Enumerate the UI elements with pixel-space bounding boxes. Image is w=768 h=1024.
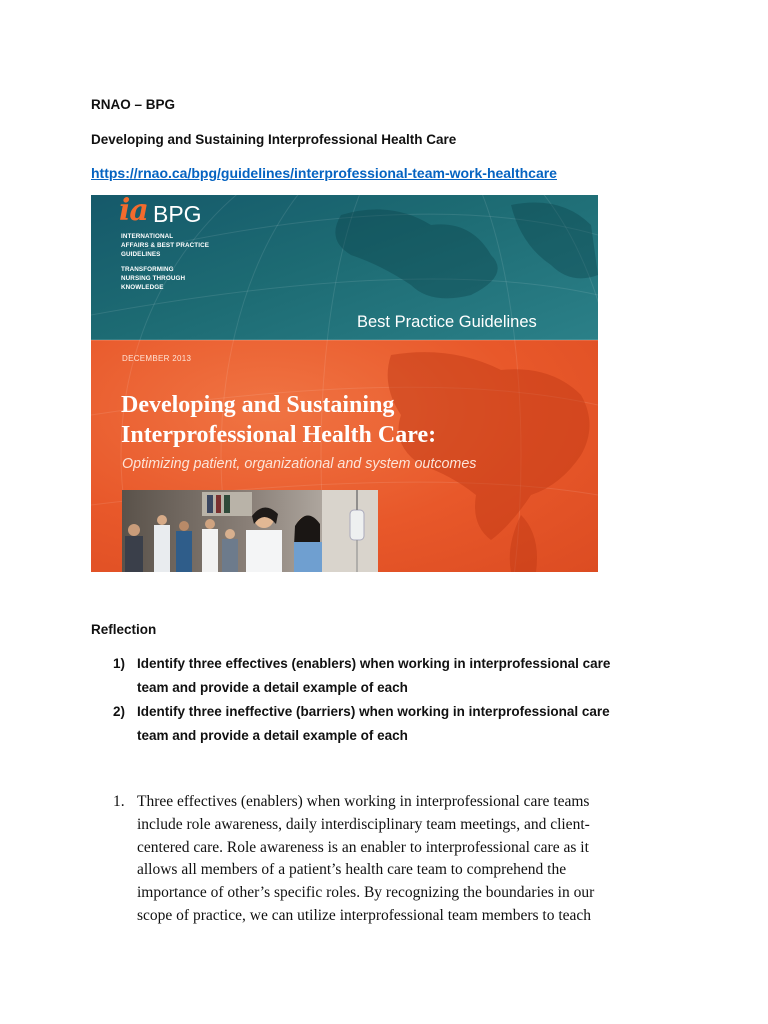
logo-org-line: AFFAIRS & BEST PRACTICE bbox=[121, 242, 210, 249]
document-title: Developing and Sustaining Interprofessional Health Care bbox=[91, 132, 457, 147]
list-marker: 1) bbox=[113, 656, 126, 671]
question-line: Identify three ineffective (barriers) when working in interprofessional care bbox=[137, 704, 610, 719]
answer-line: scope of practice, we can utilize interprofessional team members to teach bbox=[137, 907, 592, 924]
logo-tagline-line: TRANSFORMING bbox=[121, 266, 174, 273]
list-marker: 2) bbox=[113, 704, 126, 719]
cover-title-line: Developing and Sustaining bbox=[121, 392, 395, 418]
logo-org-line: GUIDELINES bbox=[121, 251, 161, 258]
reflection-heading: Reflection bbox=[91, 622, 157, 637]
logo-tagline-line: KNOWLEDGE bbox=[121, 284, 164, 291]
org-line: RNAO – BPG bbox=[91, 97, 176, 112]
cover-title-line: Interprofessional Health Care: bbox=[121, 422, 437, 448]
logo-org-line: INTERNATIONAL bbox=[121, 233, 174, 240]
logo-ia-mark: ia bbox=[119, 195, 148, 228]
logo-tagline-line: NURSING THROUGH bbox=[121, 275, 186, 282]
answer-line: Three effectives (enablers) when working in interprofessional care teams bbox=[137, 793, 590, 810]
answer-line: include role awareness, daily interdisciplinary team meetings, and client- bbox=[137, 815, 590, 833]
cover-series-label: Best Practice Guidelines bbox=[357, 313, 537, 331]
answer-line: centered care. Role awareness is an enabler to interprofessional care as it bbox=[137, 838, 589, 856]
logo-bpg-text: BPG bbox=[153, 201, 202, 227]
cover-date: DECEMBER 2013 bbox=[122, 354, 192, 363]
question-line: team and provide a detail example of each bbox=[137, 728, 408, 743]
cover-photo bbox=[122, 490, 378, 572]
answer-line: importance of other’s specific roles. By recognizing the boundaries in our bbox=[137, 884, 595, 902]
question-line: Identify three effectives (enablers) when working in interprofessional care bbox=[137, 656, 611, 671]
question-line: team and provide a detail example of each bbox=[137, 680, 408, 695]
cover-subtitle: Optimizing patient, organizational and system outcomes bbox=[122, 456, 477, 472]
list-marker: 1. bbox=[113, 793, 125, 810]
answer-line: allows all members of a patient’s health care team to comprehend the bbox=[137, 861, 567, 879]
guideline-link[interactable]: https://rnao.ca/bpg/guidelines/interprofessional-team-work-healthcare bbox=[91, 165, 557, 181]
guideline-cover-image bbox=[91, 195, 598, 572]
